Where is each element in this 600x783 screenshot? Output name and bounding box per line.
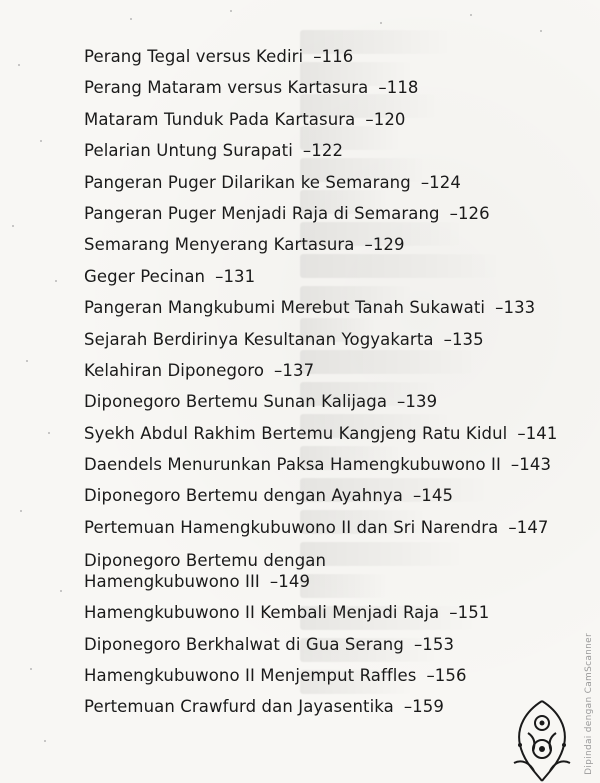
toc-entry-page: –124 [420, 172, 461, 192]
toc-entry-title: Diponegoro Berkhalwat di Gua Serang [84, 634, 404, 654]
toc-entry-title: Perang Mataram versus Kartasura [84, 78, 369, 98]
toc-entry-page: –135 [443, 329, 484, 349]
toc-entry [84, 203, 554, 234]
toc-entry-title: Hamengkubuwono II Menjemput Raffles [84, 666, 417, 686]
toc-entry [84, 46, 554, 77]
table-of-contents [84, 46, 558, 728]
toc-entry [84, 602, 554, 633]
toc-entry-title: Diponegoro Bertemu dengan Hamengkubuwono III [84, 551, 327, 592]
toc-entry [84, 266, 554, 297]
toc-entry-page: –133 [495, 298, 536, 318]
scanner-watermark: Dipindai dengan CamScanner [584, 633, 594, 775]
toc-entry-title: Kelahiran Diponegoro [84, 360, 265, 380]
toc-entry-title: Pelarian Untung Surapati [84, 141, 293, 161]
toc-entry-page: –116 [313, 47, 354, 66]
toc-entry-page: –153 [413, 634, 455, 654]
toc-entry-title: Sejarah Berdirinya Kesultanan Yogyakarta [84, 329, 434, 349]
toc-entry-title: Pertemuan Crawfurd dan Jayasentika [84, 697, 394, 717]
toc-entry-page: –139 [397, 392, 438, 412]
toc-entry-title: Hamengkubuwono II Kembali Menjadi Raja [84, 603, 440, 623]
toc-entry-title: Geger Pecinan [84, 266, 206, 286]
toc-entry [84, 696, 554, 727]
toc-entry-page: –120 [365, 109, 406, 129]
toc-entry-title: Pangeran Mangkubumi Merebut Tanah Sukawati [84, 298, 486, 318]
toc-entry [84, 140, 554, 171]
toc-entry [84, 172, 554, 203]
toc-entry-page: –122 [302, 141, 344, 161]
toc-entry-title: Pangeran Puger Dilarikan ke Semarang [84, 172, 411, 192]
toc-entry-title: Pertemuan Hamengkubuwono II dan Sri Narendra [84, 517, 499, 537]
toc-entry [84, 423, 558, 454]
toc-entry [84, 297, 554, 328]
toc-entry-title: Daendels Menurunkan Paksa Hamengkubuwono II [84, 455, 501, 475]
toc-entry [84, 109, 554, 140]
toc-entry-page: –129 [364, 235, 405, 255]
toc-entry [84, 517, 554, 548]
toc-entry-page: –141 [517, 423, 558, 443]
toc-entry-page: –143 [510, 455, 552, 475]
toc-entry-page: –145 [412, 486, 454, 506]
toc-entry-page: –131 [215, 266, 256, 286]
toc-entry-page: –159 [403, 697, 444, 717]
toc-entry [84, 548, 384, 602]
floral-ornament-icon [506, 693, 578, 783]
toc-entry-title: Pangeran Puger Menjadi Raja di Semarang [84, 203, 440, 223]
toc-entry [84, 665, 554, 696]
toc-entry-page: –156 [426, 666, 467, 686]
toc-entry [84, 234, 554, 265]
toc-entry-title: Diponegoro Bertemu Sunan Kalijaga [84, 392, 388, 412]
toc-entry-page: –126 [449, 203, 490, 223]
toc-entry-page: –151 [449, 603, 490, 623]
toc-entry [84, 391, 554, 422]
toc-entry [84, 634, 554, 665]
toc-entry [84, 329, 554, 360]
toc-entry-title: Syekh Abdul Rakhim Bertemu Kangjeng Ratu Kidul [84, 423, 508, 443]
toc-entry-page: –147 [508, 517, 549, 537]
toc-entry-page: –149 [269, 572, 311, 592]
toc-entry-page: –118 [378, 78, 419, 98]
toc-entry [84, 485, 554, 516]
toc-entry [84, 454, 554, 485]
toc-entry-title: Mataram Tunduk Pada Kartasura [84, 109, 356, 129]
toc-entry-page: –137 [274, 360, 315, 380]
toc-entry [84, 77, 554, 108]
toc-entry-title: Semarang Menyerang Kartasura [84, 235, 355, 255]
toc-entry-title: Perang Tegal versus Kediri [84, 47, 304, 66]
toc-entry [84, 360, 554, 391]
toc-entry-title: Diponegoro Bertemu dengan Ayahnya [84, 486, 403, 506]
